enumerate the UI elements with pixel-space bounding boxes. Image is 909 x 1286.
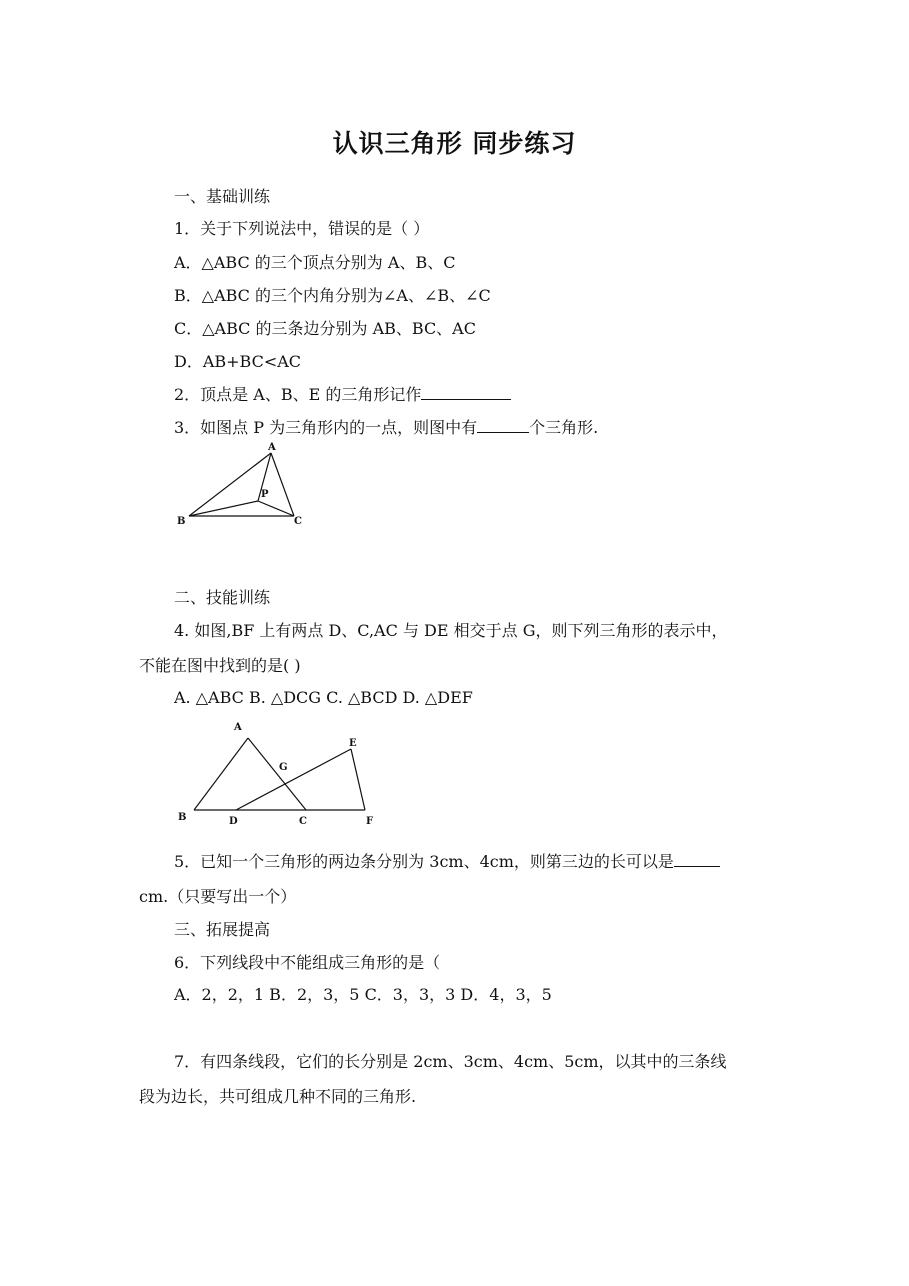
q5-line1 — [174, 849, 720, 872]
q1-option-d: D．AB+BC<AC — [174, 352, 302, 371]
q3-answer-blank[interactable] — [477, 418, 529, 433]
q5-answer-blank[interactable] — [674, 852, 720, 867]
q1-option-c: C．△ABC 的三条边分别为 AB、BC、AC — [174, 319, 476, 338]
label-d: D — [229, 816, 238, 827]
q3-line — [174, 415, 598, 438]
q6-stem: 6．下列线段中不能组成三角形的是（ — [174, 953, 441, 972]
q4-line2: 不能在图中找到的是( ) — [139, 656, 301, 675]
section2-heading: 二、技能训练 — [174, 588, 271, 607]
q4-options: A. △ABC B. △DCG C. △BCD D. △DEF — [174, 688, 473, 707]
page-title: 认识三角形 同步练习 — [332, 129, 577, 158]
segment-ac — [271, 453, 294, 516]
q2-answer-blank[interactable] — [421, 385, 511, 400]
label-c: C — [294, 516, 302, 527]
label-e: E — [349, 738, 357, 749]
triangle-figure-p — [172, 440, 312, 535]
label-b: B — [177, 516, 186, 527]
label-p: P — [261, 489, 269, 500]
q1-stem: 1．关于下列说法中，错误的是（ ） — [174, 219, 430, 238]
triangle-figure-g — [172, 716, 382, 831]
q7-line1: 7．有四条线段，它们的长分别是 2cm、3cm、4cm、5cm，以其中的三条线 — [174, 1052, 727, 1071]
q3-after: 个三角形. — [529, 418, 599, 437]
label-g: G — [279, 762, 288, 773]
label-b: B — [178, 812, 187, 823]
segment-pc — [258, 501, 294, 516]
segment-ef — [351, 749, 365, 810]
q6-options: A．2，2，1 B．2，3，5 C．3，3，3 D．4，3，5 — [174, 985, 552, 1004]
label-a: A — [268, 442, 276, 453]
q1-option-a: A．△ABC 的三个顶点分别为 A、B、C — [174, 253, 456, 272]
q7-line2: 段为边长，共可组成几种不同的三角形. — [139, 1087, 417, 1106]
q5-text: 5．已知一个三角形的两边条分别为 3cm、4cm，则第三边的长可以是 — [174, 852, 674, 871]
label-c: C — [299, 816, 307, 827]
q4-line1: 4. 如图,BF 上有两点 D、C,AC 与 DE 相交于点 G，则下列三角形的表示中， — [174, 621, 728, 640]
section1-heading: 一、基础训练 — [174, 187, 271, 206]
label-a: A — [234, 722, 242, 733]
label-f: F — [366, 816, 374, 827]
segment-de — [236, 749, 351, 810]
section3-heading: 三、拓展提高 — [174, 920, 271, 939]
q2-line — [174, 382, 511, 405]
q5-line2: cm.（只要写出一个） — [139, 887, 297, 906]
q3-before: 3．如图点 P 为三角形内的一点，则图中有 — [174, 418, 478, 437]
q1-option-b: B．△ABC 的三个内角分别为∠A、∠B、∠C — [174, 286, 491, 305]
segment-ba — [194, 738, 248, 810]
q2-before: 2．顶点是 A、B、E 的三角形记作 — [174, 385, 422, 404]
